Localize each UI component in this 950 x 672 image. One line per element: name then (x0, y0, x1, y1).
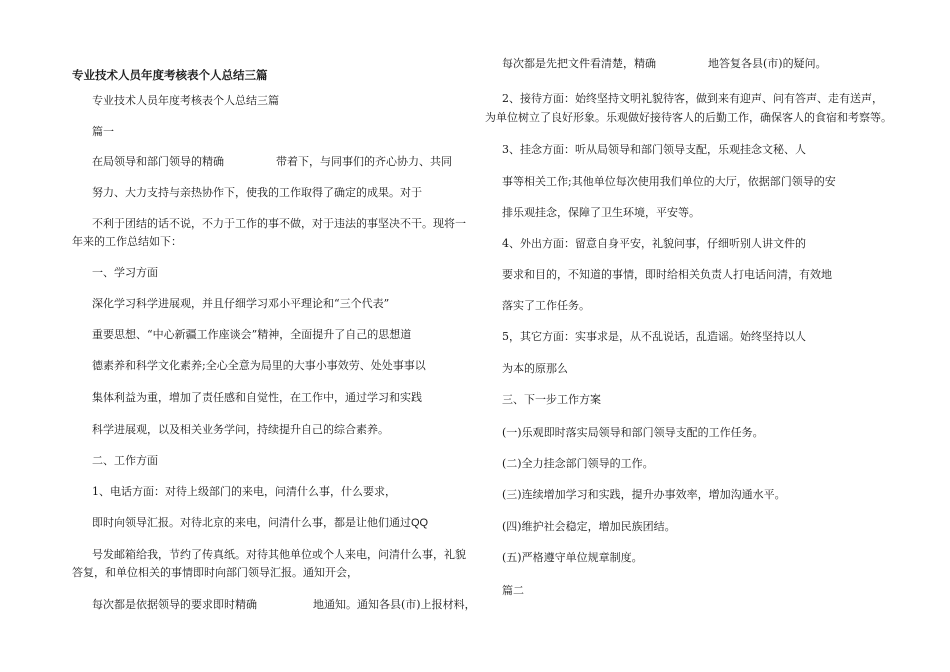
paragraph-line: 答复，和单位相关的事情即时向部门领导汇报。通知开会， (72, 566, 358, 579)
paragraph-line: 2、接待方面：始终坚持文明礼貌待客，做到来有迎声、问有答声、走有送声， (502, 92, 883, 105)
paragraph-line: 深化学习科学进展观，并且仔细学习邓小平理论和“三个代表” (92, 297, 390, 310)
paragraph-line: 每次都是先把文件看清楚，精确 地答复各县(市)的疑问。 (502, 57, 827, 70)
list-item: (二)全力挂念部门领导的工作。 (502, 457, 654, 470)
paragraph-line: 4、外出方面：留意自身平安，礼貌问事，仔细听别人讲文件的 (502, 237, 806, 250)
paragraph-line: 集体利益为重，增加了责任感和自觉性，在工作中，通过学习和实践 (92, 391, 422, 404)
paragraph-line: 1、电话方面：对待上级部门的来电，问清什么事，什么要求， (92, 485, 396, 498)
section-heading-1: 篇一 (92, 125, 114, 138)
paragraph-line: 年来的工作总结如下： (72, 235, 182, 248)
list-item: (一)乐观即时落实局领导和部门领导支配的工作任务。 (502, 426, 764, 439)
list-item: (三)连续增加学习和实践，提升办事效率，增加沟通水平。 (502, 488, 786, 501)
paragraph-line: 号发邮箱给我，节约了传真纸。对待其他单位或个人来电，问清什么事，礼貌 (92, 548, 466, 561)
paragraph-line: 德素养和科学文化素养;全心全意为局里的大事小事效劳、处处事事以 (92, 359, 426, 372)
paragraph-line: 3、挂念方面：听从局领导和部门领导支配，乐观挂念文秘、人 (502, 143, 806, 156)
paragraph-line: 5，其它方面：实事求是，从不乱说话，乱造谣。始终坚持以人 (502, 330, 806, 343)
paragraph-line: 落实了工作任务。 (502, 299, 590, 312)
paragraph-line: 事等相关工作;其他单位每次使用我们单位的大厅，依据部门领导的安 (502, 175, 836, 188)
paragraph-line: 努力、大力支持与亲热协作下，使我的工作取得了确定的成果。对于 (92, 186, 422, 199)
paragraph-line: 在局领导和部门领导的精确 带着下，与同事们的齐心协力、共同 (92, 155, 452, 168)
paragraph-line: 为单位树立了良好形象。乐观做好接待客人的后勤工作，确保客人的食宿和考察等。 (485, 111, 892, 124)
subheading-study: 一、学习方面 (92, 266, 158, 279)
paragraph-line: 科学进展观，以及相关业务学问，持续提升自己的综合素养。 (92, 423, 389, 436)
paragraph-line: 为本的原那么 (502, 362, 568, 375)
paragraph-line: 重要思想、“中心新疆工作座谈会”精神，全面提升了自己的思想道 (92, 328, 412, 341)
paragraph-line: 每次都是依据领导的要求即时精确 地通知。通知各县(市)上报材料， (92, 598, 476, 611)
paragraph-line: 即时向领导汇报。对待北京的来电，问清什么事，都是让他们通过QQ (92, 516, 429, 529)
paragraph-line: 要求和目的，不知道的事情，即时给相关负责人打电话问清，有效地 (502, 268, 832, 281)
section-heading-2: 篇二 (502, 584, 524, 597)
list-item: (五)严格遵守单位规章制度。 (502, 551, 643, 564)
paragraph-line: 不利于团结的话不说，不力于工作的事不做，对于违法的事坚决不干。现将一 (92, 217, 466, 230)
subheading-next-plan: 三、下一步工作方案 (502, 393, 601, 406)
list-item: (四)维护社会稳定，增加民族团结。 (502, 520, 676, 533)
document-subtitle: 专业技术人员年度考核表个人总结三篇 (92, 94, 279, 107)
document-title: 专业技术人员年度考核表个人总结三篇 (72, 68, 268, 82)
paragraph-line: 排乐观挂念，保障了卫生环境，平安等。 (502, 206, 700, 219)
subheading-work: 二、工作方面 (92, 454, 158, 467)
